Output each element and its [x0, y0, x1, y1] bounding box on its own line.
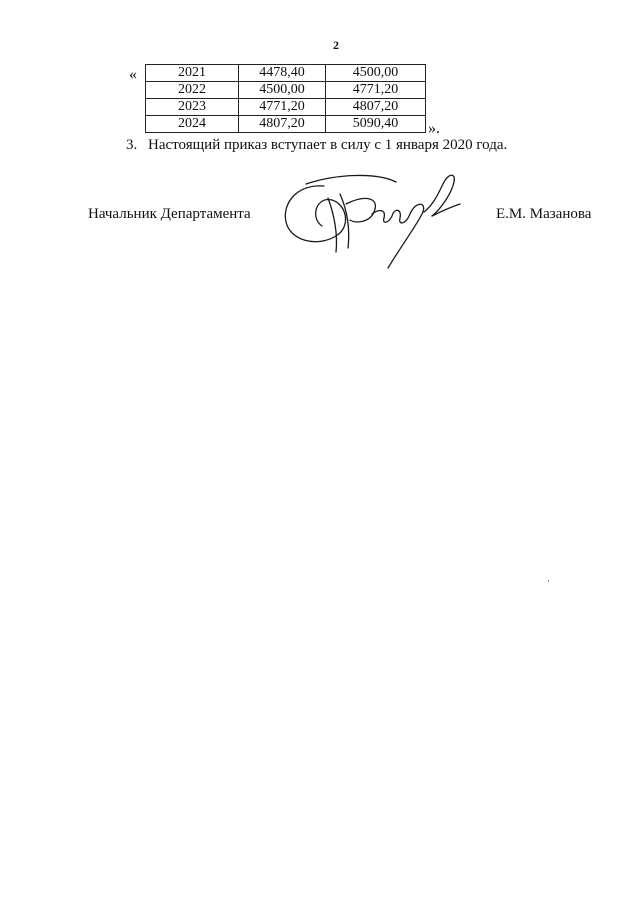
- page-number: 2: [333, 38, 339, 52]
- effective-date-clause: [126, 137, 507, 154]
- scan-speck: [548, 580, 549, 582]
- table-row: [146, 82, 426, 99]
- rates-table: [145, 64, 426, 133]
- cell-value-from: 4478,40: [239, 65, 326, 82]
- cell-value-to: 4500,00: [326, 65, 426, 82]
- cell-year: 2024: [146, 116, 239, 133]
- table-row: [146, 99, 426, 116]
- handwritten-signature: [276, 164, 476, 274]
- cell-value-from: 4807,20: [239, 116, 326, 133]
- table-open-quote: «: [129, 66, 137, 83]
- clause-number: 3.: [126, 137, 138, 153]
- cell-value-from: 4771,20: [239, 99, 326, 116]
- cell-year: 2023: [146, 99, 239, 116]
- cell-value-to: 5090,40: [326, 116, 426, 133]
- cell-value-from: 4500,00: [239, 82, 326, 99]
- table-close-quote: ».: [428, 120, 440, 137]
- clause-text: Настоящий приказ вступает в силу с 1 января 2020 года.: [148, 137, 508, 153]
- signatory-title: Начальник Департамента: [88, 206, 251, 222]
- cell-year: 2021: [146, 65, 239, 82]
- signatory-name: Е.М. Мазанова: [496, 206, 592, 222]
- cell-year: 2022: [146, 82, 239, 99]
- cell-value-to: 4771,20: [326, 82, 426, 99]
- cell-value-to: 4807,20: [326, 99, 426, 116]
- table-row: [146, 116, 426, 133]
- table-row: [146, 65, 426, 82]
